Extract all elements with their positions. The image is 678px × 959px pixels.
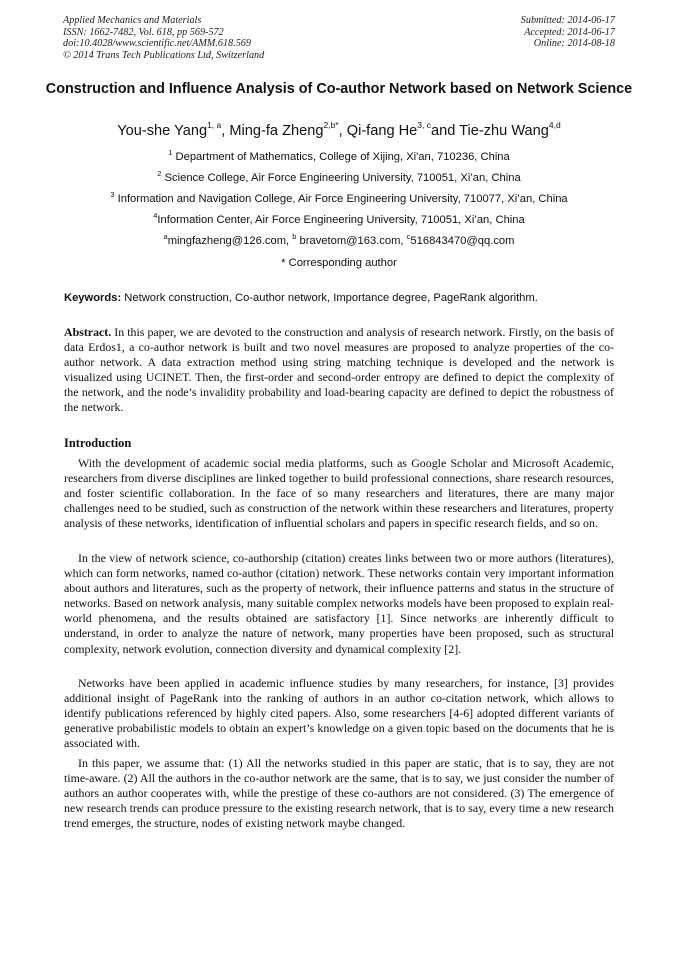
keywords-label: Keywords: [64,292,122,304]
keywords [64,291,624,305]
affiliation-text: Information Center, Air Force Engineering University, 710051, Xi’an, China [157,214,525,226]
journal-doi: doi:10.4028/www.scientific.net/AMM.618.569 [63,38,251,50]
author-superscript: 3, c [417,120,431,130]
affiliation-superscript: 1 [168,148,173,157]
abstract [64,325,614,416]
affiliation-2 [0,171,678,185]
abstract-label: Abstract. [64,325,112,339]
affiliation-text: Science College, Air Force Engineering University, 710051, Xi’an, China [161,172,521,184]
email-superscript: b [292,232,297,241]
author-superscript: 1, a [207,120,222,130]
corresponding-author-note: * Corresponding author [281,257,397,269]
keywords-text: Network construction, Co-author network, Importance degree, PageRank algorithm. [121,292,538,304]
affiliation-1 [0,150,678,164]
affiliation-3 [0,192,678,206]
author-name: You-she Yang [117,123,208,139]
intro-paragraph-3: Networks have been applied in academic influence studies by many researchers, for instance, [3] provides additional insight of PageRank into the ranking of authors in an author co-citation network, which allows to identify publications referenced by highly cited papers. Also, some researchers [4-6] adopted different variants of generative probabilistic models to obtain an expert’s knowledge on a given topic based on the documents that he is associated with. [64,676,614,751]
abstract-text: In this paper, we are devoted to the construction and analysis of research network. Firstly, on the basis of data Erdos1, a co-author network is built and two novel measures are proposed to analyze properties of the co-author network. A data extraction method using string matching technique is developed and the network is visualized using UCINET. Then, the first-order and second-order entropy are defined to depict the complexity of the network, and the node’s invalidity probability and load-bearing capacity are defined to depict the robustness of the network. [64,325,614,415]
affiliation-text: Information and Navigation College, Air Force Engineering University, 710077, Xi’an, China [114,193,568,205]
intro-paragraph-1: With the development of academic social media platforms, such as Google Scholar and Microsoft Academic, researchers from diverse disciplines are linked together to build professional connections, share research resources, and foster scientific collaboration. In the face of so many researchers and literatures, there are many major challenges need to be studied, such as construction of the network within these researchers and literatures, property analysis of these networks, identification of influential scholars and papers in specific research fields, and so on. [64,456,614,531]
email-superscript: a [163,232,168,241]
author-separator: and [431,123,460,139]
affiliation-4 [0,213,678,227]
author-emails [0,234,678,248]
journal-issn: ISSN: 1662-7482, Vol. 618, pp 569-572 [63,26,224,38]
affiliation-superscript: 3 [110,190,115,199]
online-date: Online: 2014-08-18 [533,38,615,50]
email-text: mingfazheng@126.com, [167,235,293,247]
journal-name: Applied Mechanics and Materials [63,15,202,26]
affiliation-text: Department of Mathematics, College of Xijing, Xi'an, 710236, China [172,151,510,163]
introduction-heading: Introduction [64,436,132,450]
intro-paragraph-4: In this paper, we assume that: (1) All the networks studied in this paper are static, that is to say, they are not time-aware. (2) All the authors in the co-author network are the same, that is to say, we just consider the number of authors an author cooperates with, while the prestige of these co-authors are not considered. (3) The emergence of new research trends can produce pressure to the existing research network, that is to say, every time a new research trend emerges, the structure, nodes of existing network maybe changed. [64,756,614,831]
affiliation-superscript: 2 [157,169,162,178]
author-superscript: 4,d [548,120,561,130]
intro-paragraph-2: In the view of network science, co-authorship (citation) creates links between two or more authors (literatures), which can form networks, named co-author (citation) network. These networks contain very important information about authors and literatures, such as the property of network, their influence patterns and status in the structure of networks. Based on network analysis, many suitable complex networks models have been proposed to explain real-world phenomena, and the results obtained are satisfactory [1]. Since networks are inherently difficult to understand, in order to analyze the nature of network, many properties have been proposed, such as structural complexity, network evolution, connection diversity and dynamical complexity [2]. [64,551,614,656]
email-text: bravetom@163.com, [296,235,407,247]
email-superscript: c [406,232,411,241]
submitted-date: Submitted: 2014-06-17 [520,15,615,26]
paper-title: Construction and Influence Analysis of Co-author Network based on Network Science [45,81,633,97]
journal-header-right [521,15,615,50]
author-name: Ming-fa Zheng [229,123,324,139]
journal-header-left [63,15,264,61]
author-name: Qi-fang He [346,123,418,139]
journal-copyright: © 2014 Trans Tech Publications Ltd, Switzerland [63,49,265,61]
author-name: Tie-zhu Wang [459,123,549,139]
author-separator: , [338,123,347,139]
email-text: 516843470@qq.com [410,235,515,247]
affiliation-superscript: 4 [153,211,158,220]
author-superscript: 2,b* [323,120,339,130]
accepted-date: Accepted: 2014-06-17 [524,26,615,38]
author-separator: , [221,123,230,139]
author-list [0,121,678,141]
